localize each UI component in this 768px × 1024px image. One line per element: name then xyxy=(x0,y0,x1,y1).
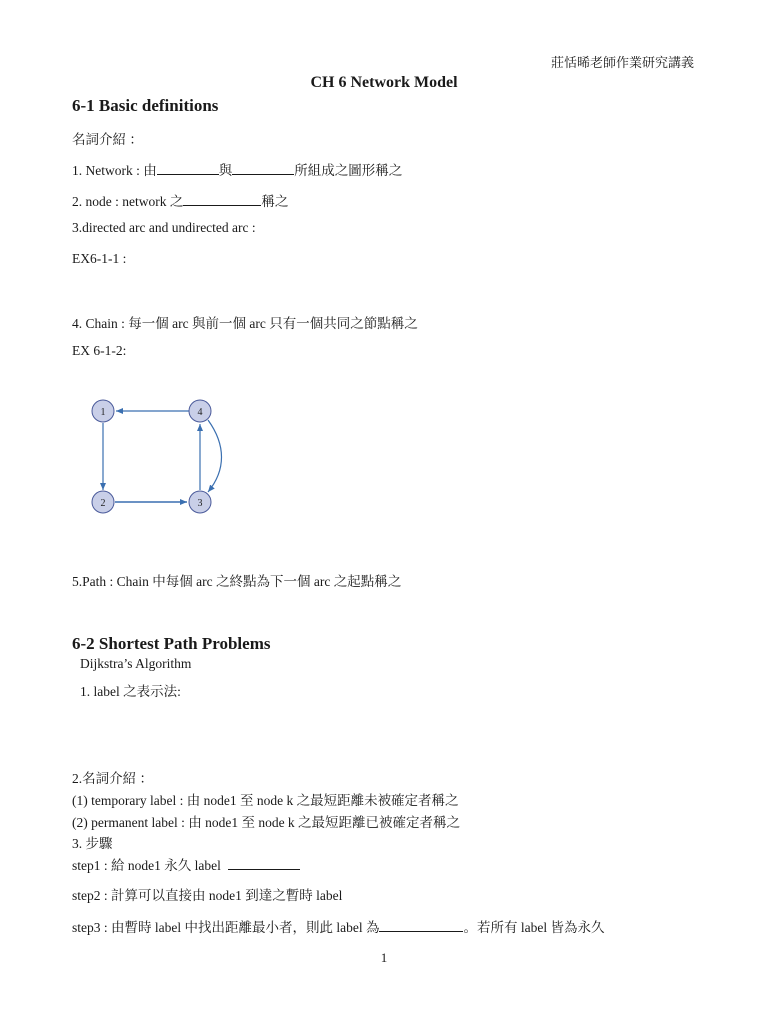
definition-network xyxy=(72,159,402,179)
chapter-title: CH 6 Network Model xyxy=(310,74,458,91)
definition-network-prefix: 1. Network : 由 xyxy=(72,163,157,178)
definition-chain: 4. Chain : 每一個 arc 與前一個 arc 只有一個共同之節點稱之 xyxy=(72,316,418,331)
definition-arcs: 3.directed arc and undirected arc : xyxy=(72,220,256,235)
step1-text: step1 : 給 node1 永久 label xyxy=(72,858,221,873)
example-6-1-2: EX 6-1-2: xyxy=(72,343,127,358)
definition-node xyxy=(72,190,288,210)
step1 xyxy=(72,854,300,874)
section-heading-shortest-path: 6-2 Shortest Path Problems xyxy=(72,634,271,653)
fill-in-blank xyxy=(379,919,463,932)
fill-in-blank xyxy=(157,162,219,175)
page-number: 1 xyxy=(380,950,388,965)
steps-title: 3. 步驟 xyxy=(72,836,113,851)
fill-in-blank xyxy=(232,162,294,175)
definition-node-prefix: 2. node : network 之 xyxy=(72,194,184,209)
label-representation: 1. label 之表示法: xyxy=(80,684,181,699)
temporary-label-definition: (1) temporary label : 由 node1 至 node k 之最短距離未被確定者稱之 xyxy=(72,793,459,808)
terms-intro-2: 2.名詞介紹 ： xyxy=(72,771,153,786)
algorithm-name: Dijkstra’s Algorithm xyxy=(80,656,192,671)
graph-node-label-1: 1 xyxy=(100,407,106,418)
section-heading-basic-definitions: 6-1 Basic definitions xyxy=(72,96,219,115)
definition-network-suffix: 所組成之圖形稱之 xyxy=(294,163,403,178)
arc-4-to-3-curved xyxy=(208,420,222,492)
network-diagram xyxy=(80,390,240,520)
permanent-label-definition: (2) permanent label : 由 node1 至 node k 之最短距離已被確定者稱之 xyxy=(72,815,461,830)
step3-suffix: 。若所有 label 皆為永久 xyxy=(463,920,605,935)
definition-node-suffix: 稱之 xyxy=(261,194,289,209)
fill-in-blank xyxy=(228,857,300,870)
terms-intro: 名詞介紹 ： xyxy=(72,132,143,147)
header-note: 莊恬晞老師作業研究講義 xyxy=(550,55,694,70)
definition-path: 5.Path : Chain 中每個 arc 之終點為下一個 arc 之起點稱之 xyxy=(72,574,402,589)
definition-network-mid: 與 xyxy=(218,163,233,178)
step3 xyxy=(72,916,604,936)
graph-node-label-2: 2 xyxy=(100,498,106,509)
graph-node-label-3: 3 xyxy=(197,498,203,509)
example-6-1-1: EX6-1-1 : xyxy=(72,251,127,266)
step3-prefix: step3 : 由暫時 label 中找出距離最小者，則此 label 為 xyxy=(72,920,380,935)
graph-node-label-4: 4 xyxy=(197,407,203,418)
fill-in-blank xyxy=(183,193,261,206)
step2: step2 : 計算可以直接由 node1 到達之暫時 label xyxy=(72,888,343,903)
